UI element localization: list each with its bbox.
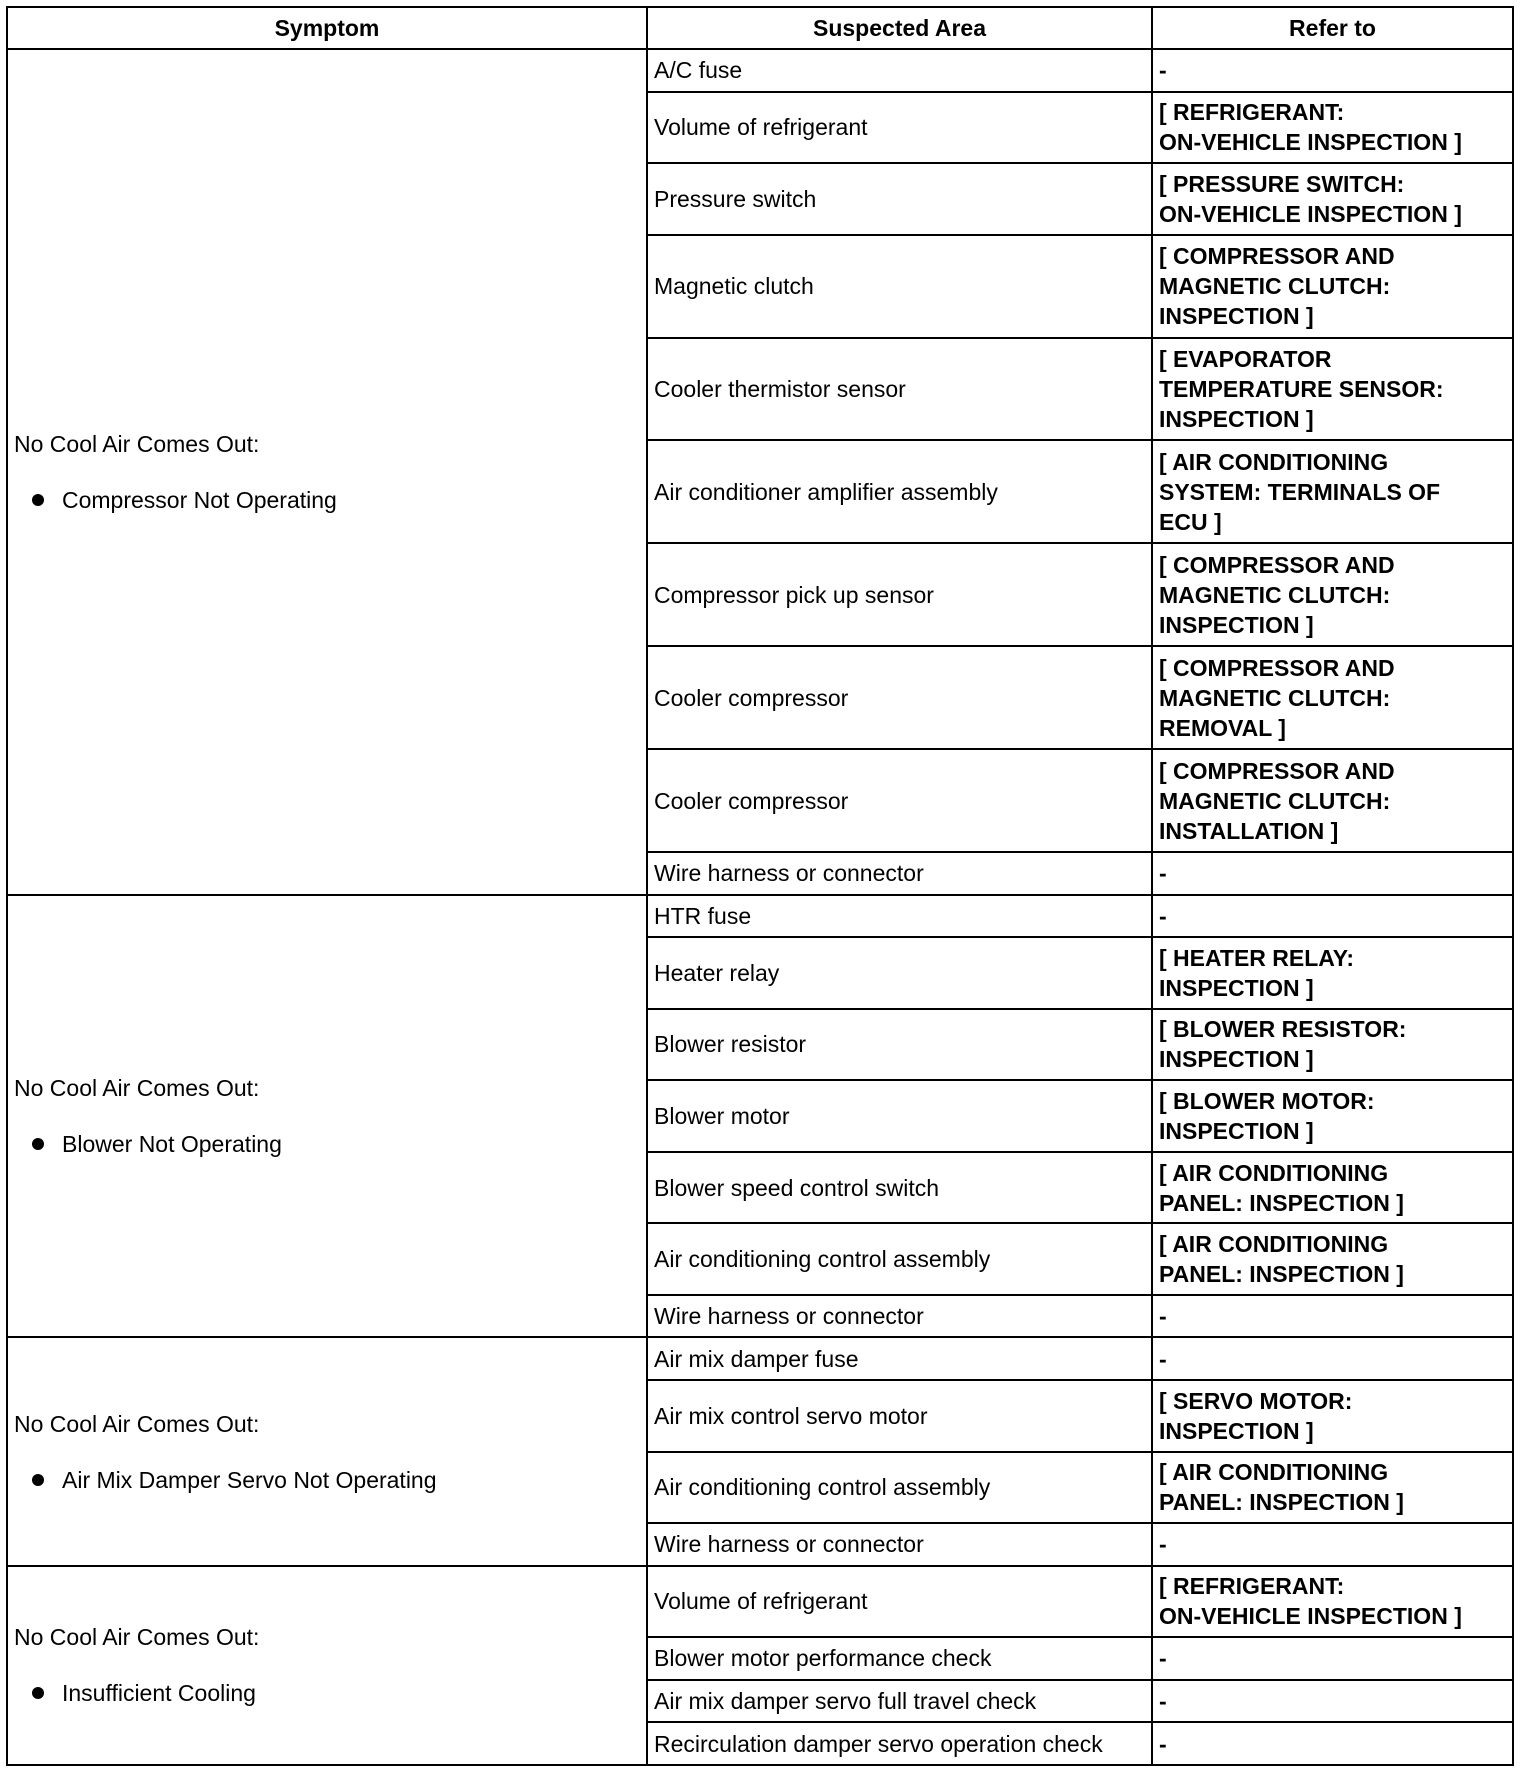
suspected-area-cell: Blower motor — [647, 1080, 1152, 1152]
refer-to-cell: [ COMPRESSOR AND MAGNETIC CLUTCH: REMOVAL ] — [1152, 646, 1513, 749]
symptom-title: No Cool Air Comes Out: — [14, 430, 260, 457]
refer-to-cell: - — [1152, 1523, 1513, 1566]
header-suspected-area: Suspected Area — [647, 7, 1152, 49]
refer-to-cell: - — [1152, 1722, 1513, 1765]
symptom-title: No Cool Air Comes Out: — [14, 1075, 260, 1102]
refer-to-cell: [ COMPRESSOR AND MAGNETIC CLUTCH: INSPECTION ] — [1152, 543, 1513, 646]
refer-to-cell: [ AIR CONDITIONING PANEL: INSPECTION ] — [1152, 1452, 1513, 1524]
bullet-icon — [32, 1474, 44, 1486]
symptom-bullet-text: Air Mix Damper Servo Not Operating — [62, 1466, 437, 1493]
header-refer-to: Refer to — [1152, 7, 1513, 49]
header-symptom: Symptom — [7, 7, 647, 49]
suspected-area-cell: Cooler thermistor sensor — [647, 338, 1152, 441]
refer-to-cell: [ COMPRESSOR AND MAGNETIC CLUTCH: INSPECTION ] — [1152, 235, 1513, 338]
suspected-area-cell: Pressure switch — [647, 163, 1152, 235]
refer-to-cell: [ PRESSURE SWITCH: ON-VEHICLE INSPECTION ] — [1152, 163, 1513, 235]
troubleshooting-table-container — [6, 6, 1512, 1766]
table-row — [7, 895, 1513, 938]
suspected-area-cell: Blower motor performance check — [647, 1637, 1152, 1680]
table-row — [7, 1337, 1513, 1380]
suspected-area-cell: Air conditioning control assembly — [647, 1452, 1152, 1524]
symptom-cell — [7, 1566, 647, 1765]
header-row — [7, 7, 1513, 49]
refer-to-cell: [ COMPRESSOR AND MAGNETIC CLUTCH: INSTALLATION ] — [1152, 749, 1513, 852]
suspected-area-cell: HTR fuse — [647, 895, 1152, 938]
symptom-cell — [7, 49, 647, 895]
suspected-area-cell: Air mix control servo motor — [647, 1380, 1152, 1452]
refer-to-cell: [ BLOWER MOTOR: INSPECTION ] — [1152, 1080, 1513, 1152]
refer-to-cell: - — [1152, 49, 1513, 92]
refer-to-cell: - — [1152, 895, 1513, 938]
symptom-cell — [7, 895, 647, 1338]
bullet-icon — [32, 1687, 44, 1699]
bullet-icon — [32, 1138, 44, 1150]
symptom-title: No Cool Air Comes Out: — [14, 1410, 260, 1437]
table-body — [7, 49, 1513, 1765]
suspected-area-cell: Recirculation damper servo operation check — [647, 1722, 1152, 1765]
suspected-area-cell: Compressor pick up sensor — [647, 543, 1152, 646]
suspected-area-cell: Air conditioner amplifier assembly — [647, 440, 1152, 543]
refer-to-cell: [ REFRIGERANT: ON-VEHICLE INSPECTION ] — [1152, 92, 1513, 164]
suspected-area-cell: A/C fuse — [647, 49, 1152, 92]
suspected-area-cell: Volume of refrigerant — [647, 1566, 1152, 1638]
suspected-area-cell: Wire harness or connector — [647, 1523, 1152, 1566]
symptom-bullet-text: Blower Not Operating — [62, 1131, 282, 1158]
refer-to-cell: [ SERVO MOTOR: INSPECTION ] — [1152, 1380, 1513, 1452]
symptom-title: No Cool Air Comes Out: — [14, 1624, 260, 1651]
refer-to-cell: - — [1152, 1637, 1513, 1680]
refer-to-cell: - — [1152, 1295, 1513, 1338]
refer-to-cell: - — [1152, 852, 1513, 895]
refer-to-cell: [ BLOWER RESISTOR: INSPECTION ] — [1152, 1009, 1513, 1081]
refer-to-cell: [ AIR CONDITIONING PANEL: INSPECTION ] — [1152, 1152, 1513, 1224]
symptom-bullet — [14, 1129, 640, 1159]
refer-to-cell: - — [1152, 1337, 1513, 1380]
table-row — [7, 49, 1513, 92]
suspected-area-cell: Air mix damper fuse — [647, 1337, 1152, 1380]
refer-to-cell: [ AIR CONDITIONING SYSTEM: TERMINALS OF ECU ] — [1152, 440, 1513, 543]
symptom-bullet-text: Compressor Not Operating — [62, 486, 337, 513]
suspected-area-cell: Wire harness or connector — [647, 1295, 1152, 1338]
bullet-icon — [32, 494, 44, 506]
refer-to-cell: [ EVAPORATOR TEMPERATURE SENSOR: INSPECTION ] — [1152, 338, 1513, 441]
suspected-area-cell: Magnetic clutch — [647, 235, 1152, 338]
suspected-area-cell: Cooler compressor — [647, 749, 1152, 852]
table-row — [7, 1566, 1513, 1638]
suspected-area-cell: Blower resistor — [647, 1009, 1152, 1081]
suspected-area-cell: Wire harness or connector — [647, 852, 1152, 895]
refer-to-cell: [ AIR CONDITIONING PANEL: INSPECTION ] — [1152, 1223, 1513, 1295]
suspected-area-cell: Heater relay — [647, 937, 1152, 1009]
symptom-bullet — [14, 485, 640, 515]
refer-to-cell: - — [1152, 1680, 1513, 1723]
symptom-bullet-text: Insufficient Cooling — [62, 1680, 256, 1707]
symptom-bullet — [14, 1465, 640, 1495]
suspected-area-cell: Air mix damper servo full travel check — [647, 1680, 1152, 1723]
suspected-area-cell: Blower speed control switch — [647, 1152, 1152, 1224]
symptom-bullet — [14, 1678, 640, 1708]
suspected-area-cell: Cooler compressor — [647, 646, 1152, 749]
suspected-area-cell: Volume of refrigerant — [647, 92, 1152, 164]
refer-to-cell: [ REFRIGERANT: ON-VEHICLE INSPECTION ] — [1152, 1566, 1513, 1638]
symptom-cell — [7, 1337, 647, 1565]
refer-to-cell: [ HEATER RELAY: INSPECTION ] — [1152, 937, 1513, 1009]
suspected-area-cell: Air conditioning control assembly — [647, 1223, 1152, 1295]
troubleshooting-table — [6, 6, 1514, 1766]
